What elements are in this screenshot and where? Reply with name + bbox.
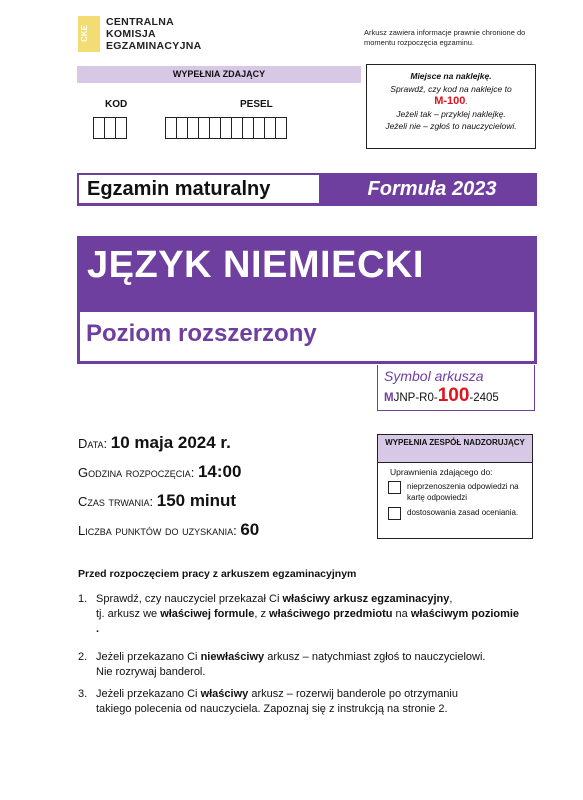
checkbox[interactable] (388, 481, 401, 494)
logo-text: CENTRALNA KOMISJA EGZAMINACYJNA (106, 16, 202, 52)
subject-box (77, 236, 537, 364)
candidate-fill-header: WYPEŁNIA ZDAJĄCY (77, 66, 361, 83)
option-adapted-grading[interactable]: dostosowania zasad oceniania. (378, 507, 532, 520)
option-no-transfer[interactable]: nieprzenoszenia odpowiedzi na kartę odpowiedzi (378, 481, 532, 503)
legal-note: Arkusz zawiera informacje prawnie chronione do momentu rozpoczęcia egzaminu. (364, 28, 526, 47)
exam-bar (77, 173, 537, 206)
pesel-label: PESEL (240, 99, 273, 110)
exam-name: Egzamin maturalny (79, 175, 319, 203)
instruction-item: 1. Sprawdź, czy nauczyciel przekazał Ci właściwy arkusz egzaminacyjny, tj. arkusz we właściwej formule, z właściwego przedmiotu na właściwym poziomie . (78, 593, 520, 635)
cke-logo (78, 16, 202, 52)
pesel-cell[interactable] (275, 117, 287, 139)
checkbox[interactable] (388, 507, 401, 520)
duration: Czas trwania: 150 minut (78, 491, 237, 510)
max-points: Liczba punktów do uzyskania: 60 (78, 520, 260, 539)
kod-cells[interactable] (93, 117, 126, 139)
exam-formula: Formuła 2023 (367, 178, 497, 200)
kod-label: KOD (105, 99, 128, 110)
instruction-item: 3. Jeżeli przekazano Ci właściwy arkusz – rozerwij banderole po otrzymaniu takiego polecenia od nauczyciela. Zapoznaj się z instrukcją na stronie 2. (78, 688, 458, 715)
supervisor-header: WYPEŁNIA ZESPÓŁ NADZORUJĄCY (378, 435, 532, 463)
symbol-code: MJNP-R0-100-2405 (384, 385, 499, 406)
subject-title: JĘZYK NIEMIECKI (87, 244, 424, 286)
symbol-box (377, 365, 535, 411)
kod-cell[interactable] (115, 117, 127, 139)
sticker-box: Miejsce na naklejkę. Sprawdź, czy kod na naklejce to M-100. Jeżeli tak – przyklej naklejkę. Jeżeli nie – zgłoś to nauczycielowi. (366, 64, 536, 149)
symbol-label: Symbol arkusza (384, 368, 484, 384)
supervisor-subtitle: Uprawnienia zdającego do: (390, 467, 493, 477)
start-time: Godzina rozpoczęcia: 14:00 (78, 462, 242, 481)
pesel-cells[interactable] (165, 117, 286, 139)
sticker-code: M-100 (434, 95, 466, 107)
exam-date: Data: 10 maja 2024 r. (78, 433, 231, 452)
subject-level: Poziom rozszerzony (80, 312, 534, 361)
instruction-item: 2. Jeżeli przekazano Ci niewłaściwy arkusz – natychmiast zgłoś to nauczycielowi. Nie rozrywaj banderol. (78, 651, 486, 678)
instructions-heading: Przed rozpoczęciem pracy z arkuszem egzaminacyjnym (78, 568, 357, 580)
supervisor-box (377, 434, 533, 539)
logo-mark: CKE (78, 16, 100, 52)
